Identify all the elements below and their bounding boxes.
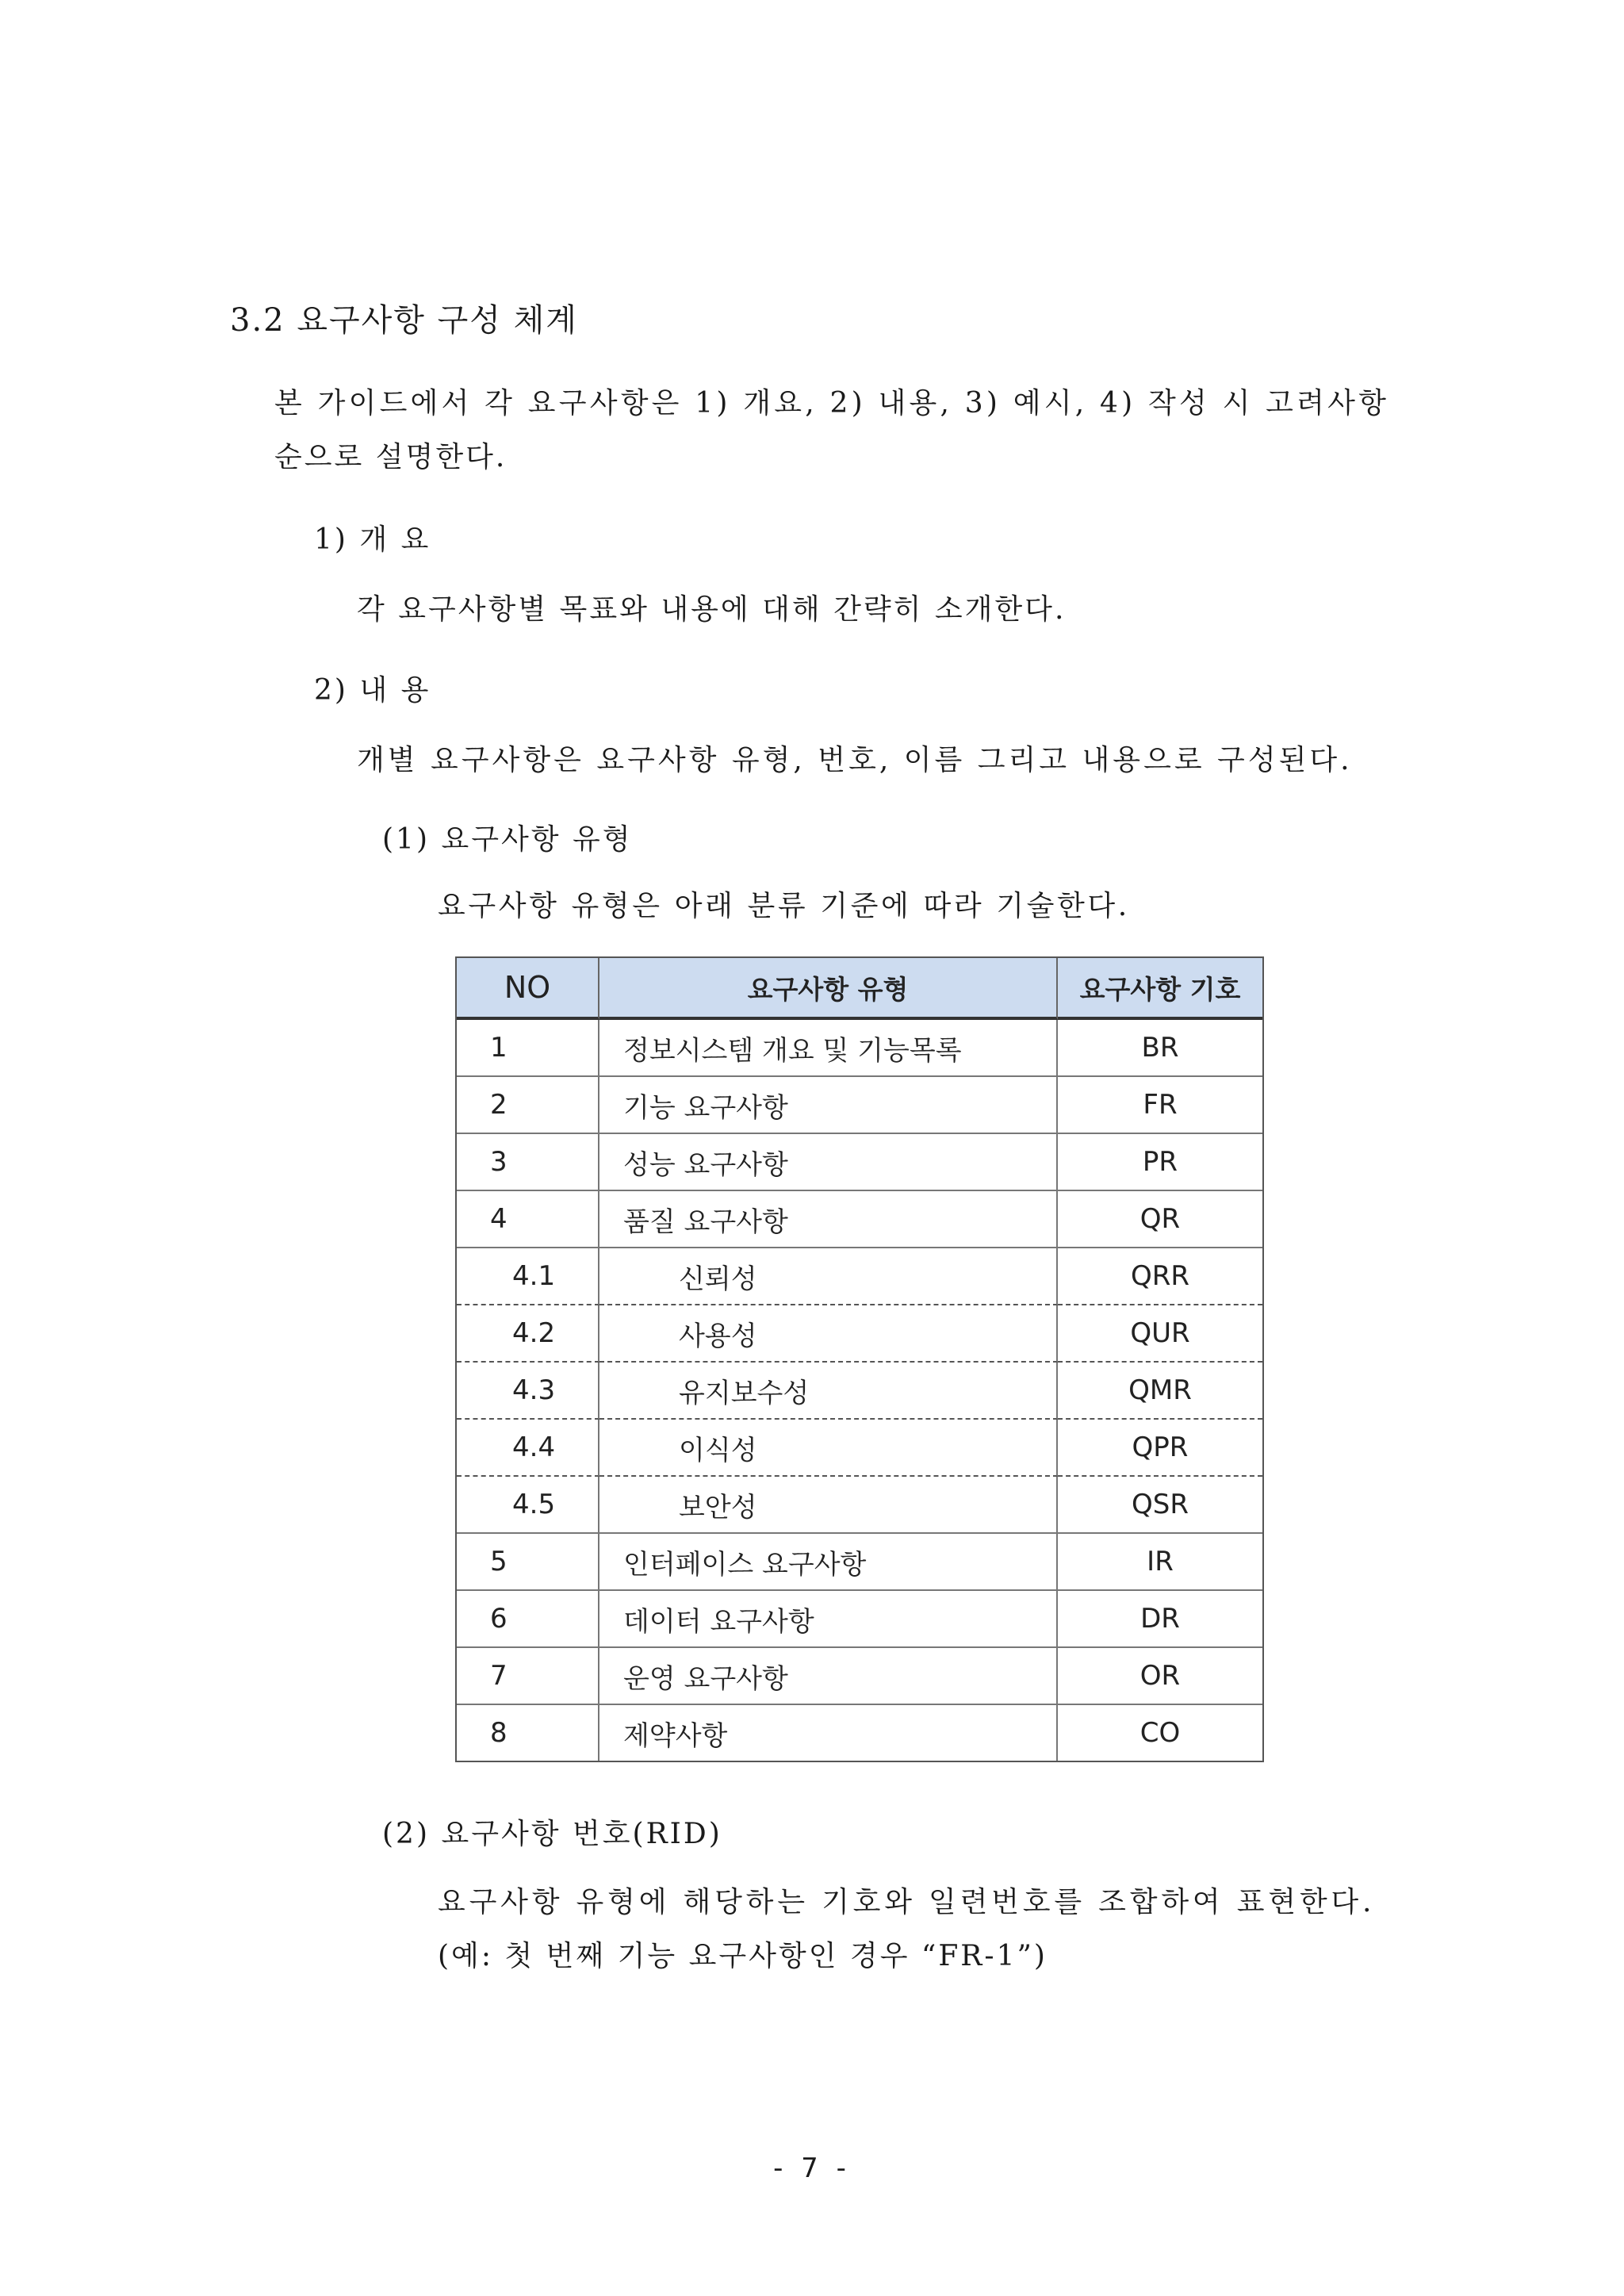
row-no: 3 <box>457 1134 599 1191</box>
table-row <box>457 1134 1262 1191</box>
row-symbol: QUR <box>1058 1305 1262 1363</box>
row-symbol: DR <box>1058 1591 1262 1648</box>
type-heading: (1) 요구사항 유형 <box>382 823 633 856</box>
row-no: 4.2 <box>457 1305 599 1363</box>
rid-line-1: 요구사항 유형에 해당하는 기호와 일련번호를 조합하여 표현한다. <box>438 1886 1376 1918</box>
row-type: 보안성 <box>599 1477 1058 1534</box>
table-row <box>457 1248 1262 1305</box>
table-row <box>457 1191 1262 1248</box>
row-symbol: PR <box>1058 1134 1262 1191</box>
row-type: 정보시스템 개요 및 기능목록 <box>599 1020 1058 1077</box>
row-no: 6 <box>457 1591 599 1648</box>
row-no: 5 <box>457 1534 599 1591</box>
row-type: 유지보수성 <box>599 1363 1058 1420</box>
intro-line-2: 순으로 설명한다. <box>274 441 508 473</box>
row-symbol: FR <box>1058 1077 1262 1134</box>
row-no: 7 <box>457 1648 599 1705</box>
row-type: 품질 요구사항 <box>599 1191 1058 1248</box>
rid-heading: (2) 요구사항 번호(RID) <box>382 1818 722 1850</box>
row-no: 4.5 <box>457 1477 599 1534</box>
overview-text: 각 요구사항별 목표와 내용에 대해 간략히 소개한다. <box>357 593 1067 626</box>
row-no: 4.4 <box>457 1420 599 1477</box>
row-no: 8 <box>457 1705 599 1761</box>
content-heading: 2) 내 용 <box>314 674 431 707</box>
row-type: 성능 요구사항 <box>599 1134 1058 1191</box>
row-no: 4.3 <box>457 1363 599 1420</box>
row-symbol: QPR <box>1058 1420 1262 1477</box>
row-type: 사용성 <box>599 1305 1058 1363</box>
row-symbol: CO <box>1139 1717 1181 1749</box>
row-symbol: QSR <box>1058 1477 1262 1534</box>
row-no: 4.1 <box>457 1248 599 1305</box>
row-type: 기능 요구사항 <box>599 1077 1058 1134</box>
table-header-row <box>457 958 1262 1020</box>
header-type: 요구사항 유형 <box>599 958 1058 1020</box>
table-row <box>457 1591 1262 1648</box>
row-symbol: QRR <box>1058 1248 1262 1305</box>
row-no: 4 <box>457 1191 599 1248</box>
row-type: 인터페이스 요구사항 <box>599 1534 1058 1591</box>
page-number: - 7 - <box>773 2152 851 2184</box>
row-symbol: BR <box>1058 1020 1262 1077</box>
header-no: NO <box>457 958 599 1020</box>
intro-line-1: 본 가이드에서 각 요구사항은 1) 개요, 2) 내용, 3) 예시, 4) 작성 시 고려사항 <box>274 387 1390 420</box>
row-symbol: IR <box>1058 1534 1262 1591</box>
table-row <box>457 1363 1262 1420</box>
header-symbol: 요구사항 기호 <box>1058 958 1262 1020</box>
table-row <box>457 1420 1262 1477</box>
row-type: 운영 요구사항 <box>599 1648 1058 1705</box>
table-row <box>457 1305 1262 1363</box>
row-type: 이식성 <box>599 1420 1058 1477</box>
content-text: 개별 요구사항은 요구사항 유형, 번호, 이름 그리고 내용으로 구성된다. <box>357 744 1353 776</box>
table-row <box>457 1477 1262 1534</box>
row-symbol: QMR <box>1058 1363 1262 1420</box>
row-no: 2 <box>457 1077 599 1134</box>
row-no: 1 <box>457 1020 599 1077</box>
type-text: 요구사항 유형은 아래 분류 기준에 따라 기술한다. <box>438 890 1130 922</box>
table-row <box>457 1020 1262 1077</box>
rid-line-2: (예: 첫 번째 기능 요구사항인 경우 “FR-1”) <box>438 1940 1048 1972</box>
row-type: 데이터 요구사항 <box>599 1591 1058 1648</box>
table-row <box>457 1648 1262 1705</box>
row-type: 제약사항 <box>599 1705 1058 1761</box>
table-row <box>457 1077 1262 1134</box>
row-symbol: QR <box>1058 1191 1262 1248</box>
table-row <box>457 1705 1262 1761</box>
section-heading: 3.2 요구사항 구성 체계 <box>230 302 578 339</box>
row-type: 신뢰성 <box>599 1248 1058 1305</box>
row-symbol: OR <box>1058 1648 1262 1705</box>
table-row <box>457 1534 1262 1591</box>
requirement-type-table <box>455 956 1264 1762</box>
overview-heading: 1) 개 요 <box>314 523 431 556</box>
